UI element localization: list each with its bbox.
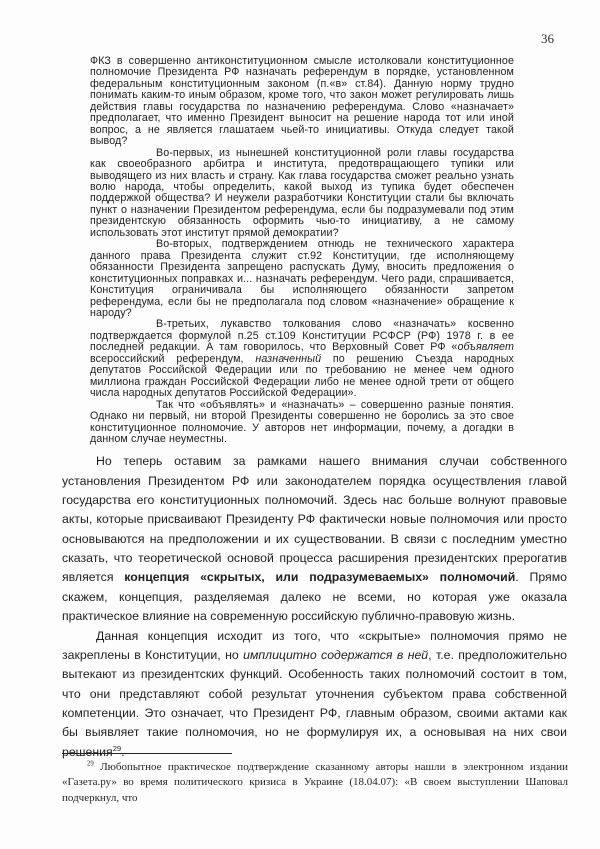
text-run: , т.е. предположительно вытекают из президентских функций. Особенность таких полномочий состоит в том, что они представляют собой результат уточнения субъектом права собственной компетенции. Это означает, что Президент РФ, главным образом, своими актами как бы выявляет такие полномочия, но не формулируя их, а основывая на них свои решения (62, 647, 567, 759)
text-run: Во-вторых, подтверждением отнюдь не технического характера данного права Президента служит ст.92 Конституции, где исполняющему обязанности Президента запрещено распускать Думу, вносить предложения о конституционных поправках и... назначать референдум. Чего ради, спрашивается, Конституция ограничивала бы исполняющего обязанности запретом референдума, если бы не предполагала под словом «назначение» обращение к народу? (90, 238, 514, 319)
text-run: . Прямо скажем, концепция, разделяемая далеко не всеми, но которая уже оказала практическое влияние на современную российскую публично-правовую жизнь. (62, 570, 567, 624)
text-run: . (121, 744, 125, 759)
text-run: В-третьих, лукавство толкования слово «назначать» косвенно подтверждается формулой п.25 ст.109 Конституции РСФСР (РФ) 1978 г. в ее последней редакции. А там говорилось, что Верховный Совет РФ « (90, 318, 514, 354)
paragraph (90, 400, 514, 446)
text-run: Данная концепция исходит из того, что «скрытые» полномочия прямо не закреплены в Конституции, но (62, 628, 567, 662)
text-content (62, 56, 567, 762)
text-run: концепция «скрытых, или подразумеваемых» полномочий (124, 570, 516, 585)
paragraph (62, 452, 567, 626)
footnote (62, 760, 568, 806)
text-run: ФКЗ в совершенно антиконституционном смысле истолковали конституционное полномочие Президента РФ назначать референдум в порядке, установленном федеральным конституционным законом (п.«в» ст.84). Данную норму трудно понимать каким-то иным образом, кроме того, что закон может регулировать лишь действия главы государства по назначению референдума. Слово «назначает» предполагает, что именно Президент выносит на решение народа тот или иной вопрос, а не является глашатаем чьей-то инициативы. Откуда следует такой вывод? (90, 55, 514, 148)
text-run: Любопытное практическое подтверждение сказанному авторы нашли в электронном издании «Газета.ру» во время политического кризиса в Украине (18.04.07): «В своем выступлении Шаповал подчеркнул, что (62, 761, 568, 804)
text-run: имплицитно содержатся в ней (243, 647, 429, 662)
text-run: 29 (87, 760, 94, 768)
text-run: всероссийский референдум, (90, 352, 256, 365)
text-run: назначенный (255, 352, 322, 365)
footnote-area (62, 753, 568, 806)
text-run: 29 (112, 743, 122, 753)
paragraph (90, 148, 514, 240)
text-run: Так что «объявлять» и «назначать» – совершенно разные понятия. Однако ни первый, ни второй Президенты совершенно не боролись за это свое конституционное полномочие. У авторов нет информации, почему, а догадки в данном случае неуместны. (90, 398, 514, 445)
text-run: по решению Съезда народных депутатов Российской Федерации или по требованию не менее чем одного миллиона граждан Российской Федерации либо не менее одной трети от общего числа народных депутатов Российской Федерации». (90, 352, 514, 400)
paragraph (90, 239, 514, 319)
body-block (62, 452, 567, 762)
page-number: 36 (541, 31, 554, 46)
text-run: Во-первых, из нынешней конституционной роли главы государства как своеобразного арбитра и института, предотвращающего тупики или выводящего из них власть и страну. Как глава государства сможет реально узнать волю народа, чтобы определить, какой выход из тупика будет обеспечен поддержкой общества? И неужели разработчики Конституции стали бы включать пункт о назначении Президентом референдума, если бы подразумевали под этим президентскую обязанность оформить чью-то инициативу, а не самому использовать этот институт прямой демократии? (90, 146, 514, 239)
paragraph (62, 627, 567, 762)
quote-block (90, 56, 514, 445)
paragraph (90, 319, 514, 399)
paragraph (90, 56, 514, 148)
text-run: объявляет (457, 341, 514, 354)
text-run: Но теперь оставим за рамками нашего внимания случаи собственного установления Президентом РФ или законодателем порядка осуществления главой государства его конституционных полномочий. Здесь нас больше волнуют правовые акты, которые присваивают Президенту РФ фактически новые полномочия или просто основываются на предположении и их существовании. В связи с последним уместно сказать, что теоретической основой процесса расширения президентских прерогатив является (62, 454, 567, 585)
footnote-separator (62, 753, 232, 754)
